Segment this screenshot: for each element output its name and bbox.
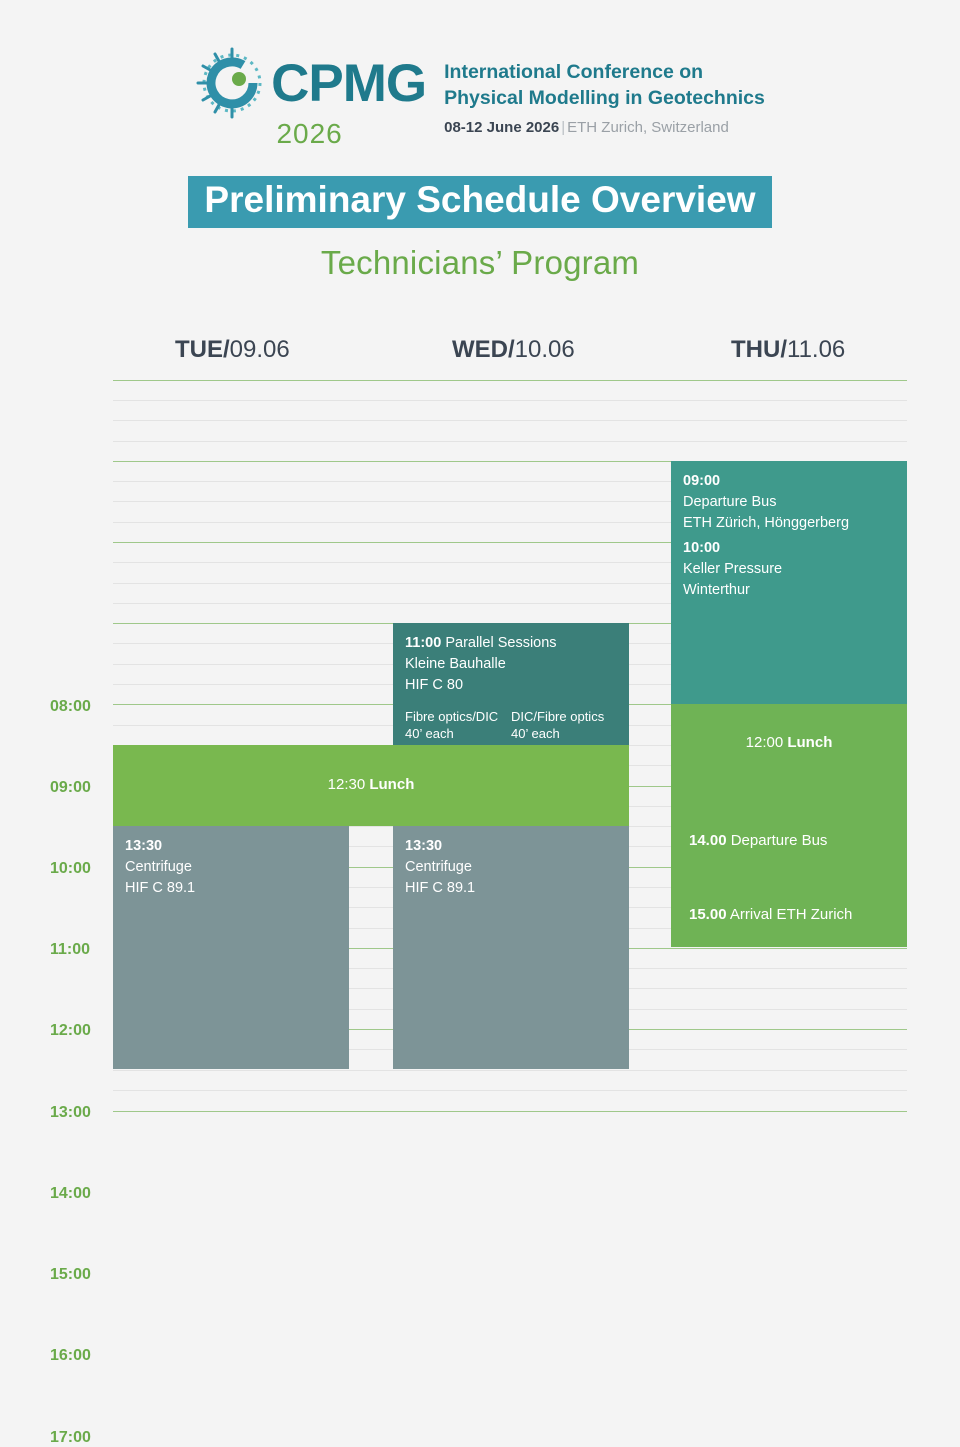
gridline-minor	[113, 441, 907, 442]
day-date: 11.06	[787, 335, 846, 363]
event-time: 10:00	[683, 539, 721, 556]
page-subtitle: Technicians’ Program	[320, 243, 640, 281]
day-date: 10.06	[514, 335, 575, 363]
event-label: Arrival ETH Zurich	[729, 905, 853, 923]
gridline-hour	[113, 1111, 907, 1112]
event-time: 11:00	[405, 634, 442, 651]
gridline-minor	[113, 420, 907, 421]
event-centrifuge-tue[interactable]	[113, 826, 349, 1069]
event-line: Winterthur	[683, 581, 750, 598]
event-venue: Kleine Bauhalle	[405, 655, 506, 672]
hour-label: 16:00	[50, 1346, 91, 1364]
logo-wordmark: CPMG	[271, 53, 427, 113]
lunch-label-wrap	[113, 774, 629, 796]
gridline-minor	[113, 1090, 907, 1091]
icpmg-logo	[195, 46, 426, 150]
day-header-row	[0, 336, 960, 372]
event-label: Departure Bus	[730, 831, 828, 849]
parallel-topic: DIC/Fibre optics	[511, 708, 605, 724]
event-line: Centrifuge	[125, 858, 192, 875]
lunch-time: 12:30	[327, 776, 366, 794]
event-line: ETH Zürich, Hönggerberg	[683, 514, 850, 531]
page-title: Preliminary Schedule Overview	[188, 176, 771, 228]
schedule	[0, 335, 960, 1446]
hour-label: 12:00	[50, 1021, 91, 1039]
hour-label: 08:00	[50, 697, 91, 715]
lunch-label: Lunch	[369, 776, 415, 794]
conference-title-line1: International Conference on	[444, 61, 704, 83]
event-line: Centrifuge	[405, 858, 472, 875]
gear-circle-icon	[195, 46, 269, 120]
hour-label: 11:00	[50, 940, 91, 958]
event-parallel-sessions[interactable]	[393, 623, 629, 745]
conference-date-location	[444, 119, 765, 136]
parallel-column-1	[405, 708, 511, 743]
conference-dates: 08-12 June 2026	[444, 119, 560, 137]
event-excursion[interactable]	[671, 461, 907, 704]
day-header-wed	[452, 336, 575, 364]
gridline-minor	[113, 1070, 907, 1071]
event-arrival	[689, 904, 852, 926]
schedule-grid	[113, 380, 907, 1120]
parallel-column-2	[511, 708, 617, 743]
gridline-minor	[113, 400, 907, 401]
day-name: TUE/	[175, 335, 230, 363]
conference-location: ETH Zurich, Switzerland	[567, 119, 729, 137]
event-thu-afternoon[interactable]	[671, 704, 907, 947]
event-line: HIF C 89.1	[405, 879, 476, 896]
main-title-wrap	[0, 176, 960, 228]
event-time: 15.00	[689, 905, 727, 923]
lunch-time: 12:00	[745, 733, 784, 751]
parallel-duration: 40’ each	[511, 726, 560, 742]
event-title: Parallel Sessions	[445, 634, 557, 651]
event-line: Departure Bus	[683, 493, 777, 510]
event-venue: HIF C 80	[405, 676, 464, 693]
page-header	[0, 0, 960, 150]
event-line: HIF C 89.1	[125, 879, 196, 896]
conference-title-block	[444, 46, 765, 136]
separator: |	[561, 119, 566, 137]
event-time: 14.00	[689, 831, 727, 849]
event-line: Keller Pressure	[683, 560, 783, 577]
gridline-hour	[113, 380, 907, 381]
hour-label: 14:00	[50, 1184, 91, 1202]
lunch-label-wrap	[671, 732, 907, 754]
event-time: 13:30	[405, 837, 443, 854]
hour-label: 15:00	[50, 1265, 91, 1283]
event-time: 09:00	[683, 472, 721, 489]
lunch-label: Lunch	[787, 733, 833, 751]
logo-year: 2026	[276, 118, 343, 149]
hour-label: 13:00	[50, 1103, 91, 1121]
event-time: 13:30	[125, 837, 163, 854]
event-lunch-tue-wed[interactable]	[113, 745, 629, 826]
parallel-duration: 40’ each	[405, 726, 454, 742]
day-name: THU/	[731, 335, 787, 363]
parallel-topic: Fibre optics/DIC	[405, 708, 499, 724]
conference-title-line2: Physical Modelling in Geotechnics	[444, 86, 765, 109]
day-header-tue	[175, 336, 290, 364]
hour-label: 17:00	[50, 1428, 91, 1446]
hour-label: 09:00	[50, 778, 91, 796]
day-date: 09.06	[229, 335, 290, 363]
day-name: WED/	[452, 335, 515, 363]
event-departure-bus	[689, 830, 827, 852]
event-centrifuge-wed[interactable]	[393, 826, 629, 1069]
hour-label: 10:00	[50, 859, 91, 877]
day-header-thu	[731, 336, 845, 364]
